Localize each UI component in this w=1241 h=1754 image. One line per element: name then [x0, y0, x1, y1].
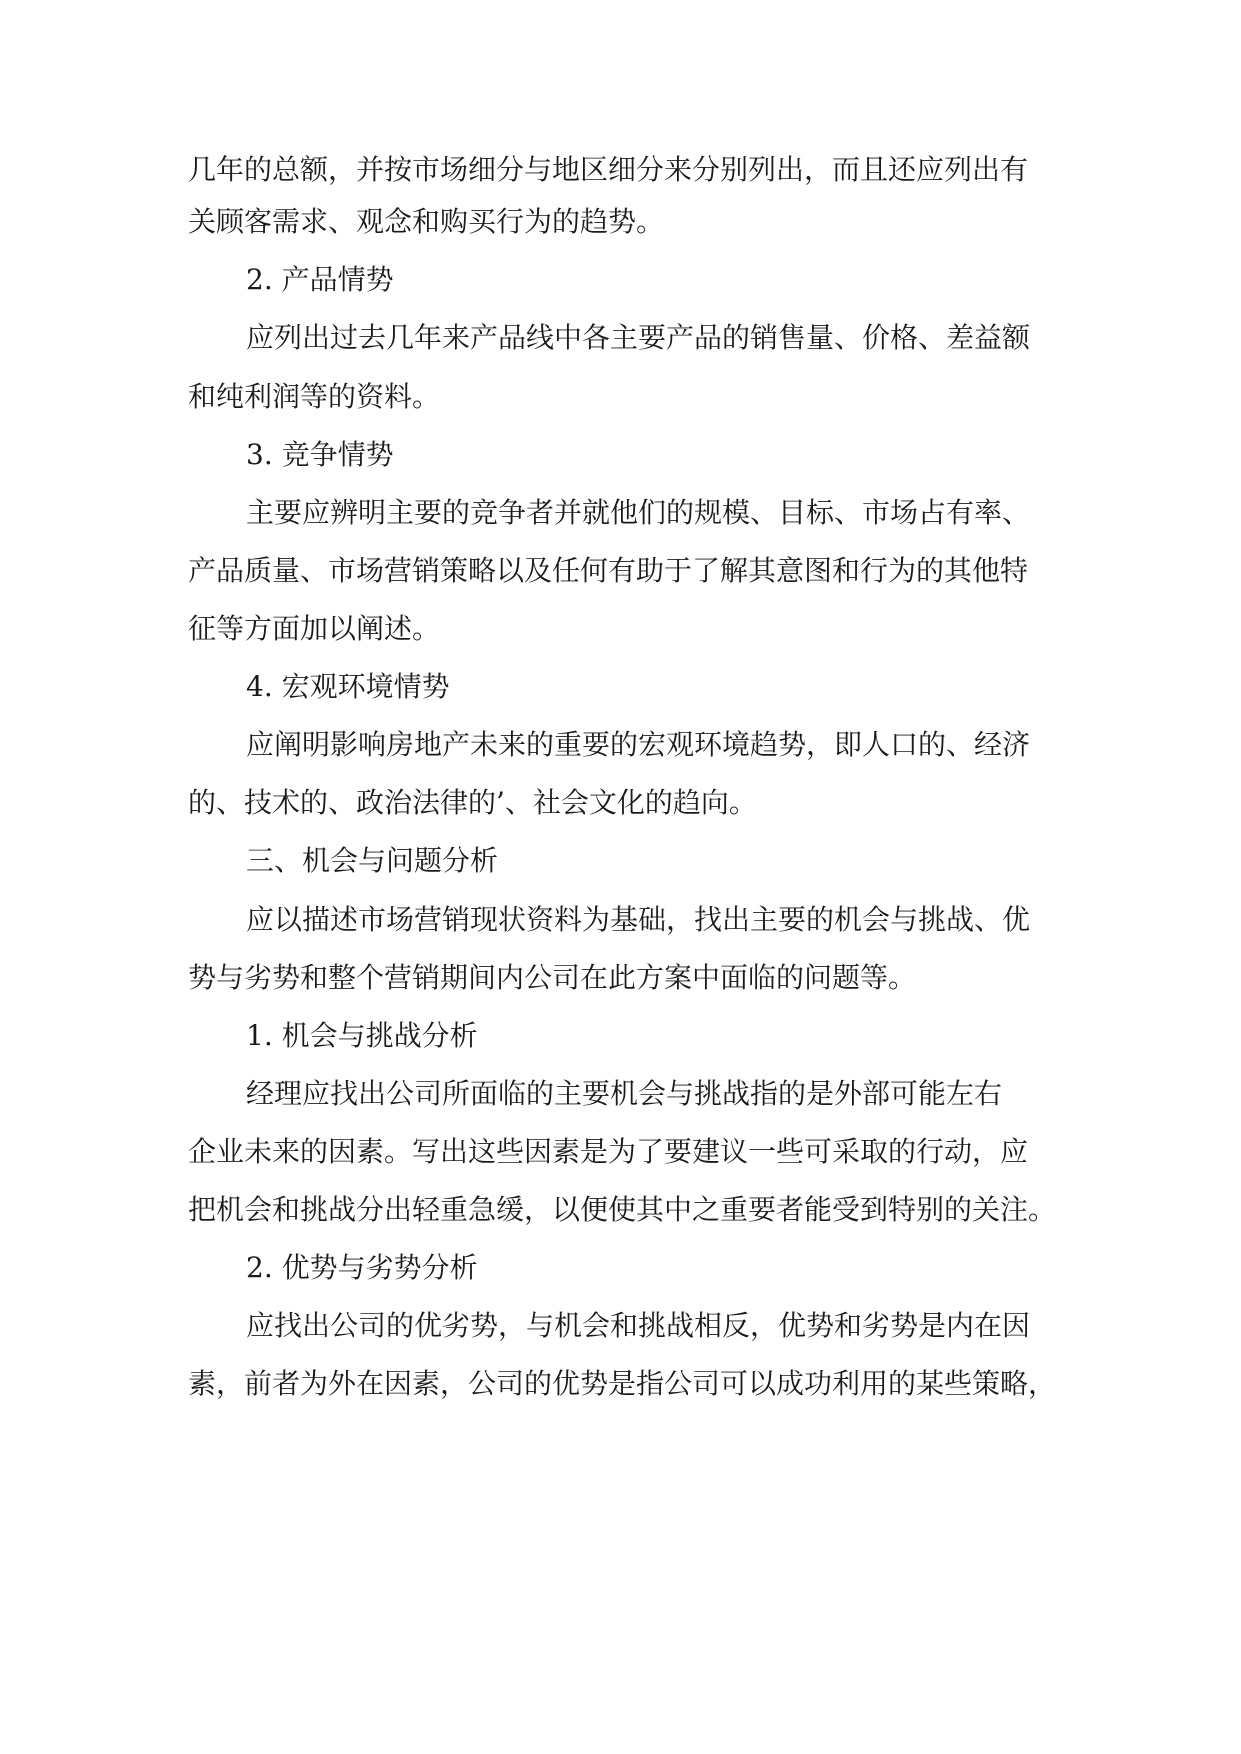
- paragraph-line: 几年的总额，并按市场细分与地区细分来分别列出，而且还应列出有: [188, 153, 1029, 186]
- paragraph-line: 关顾客需求、观念和购买行为的趋势。: [188, 205, 665, 238]
- paragraph-line: 的、技术的、政治法律的’、社会文化的趋向。: [188, 786, 757, 819]
- paragraph-line: 经理应找出公司所面临的主要机会与挑战指的是外部可能左右: [246, 1077, 1003, 1110]
- section-heading: 3. 竞争情势: [246, 438, 394, 471]
- section-heading: 4. 宏观环境情势: [246, 670, 450, 703]
- paragraph-line: 企业未来的因素。写出这些因素是为了要建议一些可采取的行动，应: [188, 1135, 1029, 1168]
- paragraph-line: 应以描述市场营销现状资料为基础，找出主要的机会与挑战、优: [246, 903, 1031, 936]
- section-heading: 2. 优势与劣势分析: [246, 1251, 478, 1284]
- paragraph-line: 势与劣势和整个营销期间内公司在此方案中面临的问题等。: [188, 961, 917, 994]
- section-heading: 2. 产品情势: [246, 263, 394, 296]
- paragraph-line: 素，前者为外在因素，公司的优势是指公司可以成功利用的某些策略，: [188, 1367, 1057, 1400]
- paragraph-line: 应列出过去几年来产品线中各主要产品的销售量、价格、差益额: [246, 321, 1031, 354]
- paragraph-line: 产品质量、市场营销策略以及任何有助于了解其意图和行为的其他特: [188, 554, 1029, 587]
- paragraph-line: 主要应辨明主要的竞争者并就他们的规模、目标、市场占有率、: [246, 496, 1031, 529]
- paragraph-line: 应阐明影响房地产未来的重要的宏观环境趋势，即人口的、经济: [246, 728, 1031, 761]
- paragraph-line: 应找出公司的优劣势，与机会和挑战相反，优势和劣势是内在因: [246, 1309, 1031, 1342]
- paragraph-line: 和纯利润等的资料。: [188, 380, 441, 413]
- paragraph-line: 征等方面加以阐述。: [188, 612, 441, 645]
- paragraph-line: 把机会和挑战分出轻重急缓，以便使其中之重要者能受到特别的关注。: [188, 1193, 1057, 1226]
- section-heading: 1. 机会与挑战分析: [246, 1019, 478, 1052]
- section-heading: 三、机会与问题分析: [246, 844, 499, 877]
